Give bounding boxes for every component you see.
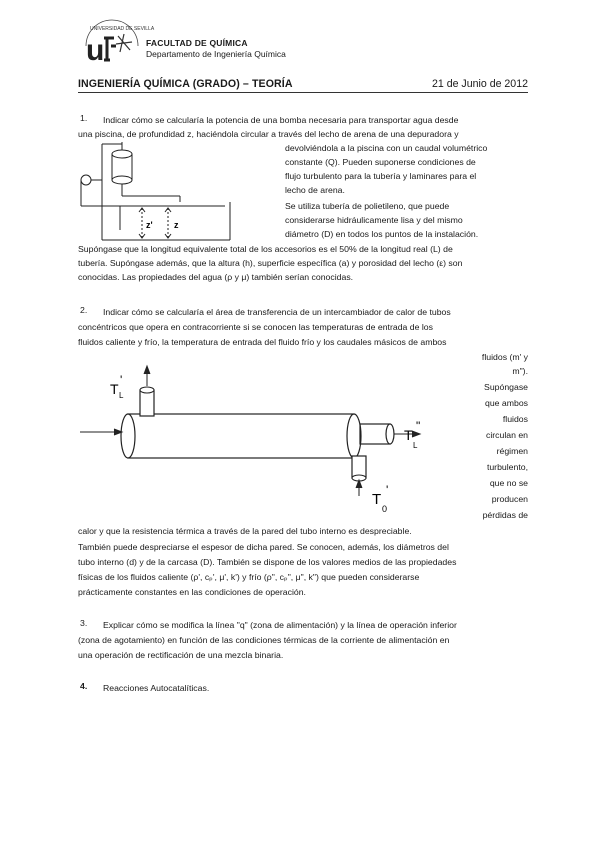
label-TL-prime: T (110, 381, 119, 397)
dimension-z-prime: z' (146, 220, 153, 230)
q1-tail3: conocidas. Las propiedades del agua (ρ y μ) también serían conocidas. (78, 272, 354, 282)
q2-side10: producen (491, 494, 528, 504)
q1-side3: flujo turbulento para la tubería y laminares para el (285, 171, 477, 181)
q2-side8: turbulento, (486, 462, 528, 472)
header-divider (78, 92, 528, 93)
q3-line1: Explicar cómo se modifica la línea "q" (zona de alimentación) y la línea de operación inferior (103, 620, 457, 630)
q2-side3: Supóngase (484, 382, 528, 392)
faculty-block (146, 38, 286, 60)
svg-text:L: L (413, 441, 418, 450)
q1-side1: devolviéndola a la piscina con un caudal volumétrico (285, 143, 488, 153)
q3-line3: una operación de rectificación de una mezcla binaria. (78, 650, 284, 660)
q1-line1: Indicar cómo se calcularía la potencia de una bomba necesaria para transportar agua desde (103, 115, 459, 125)
q3-line2: (zona de agotamiento) en función de las condiciones térmicas de la corriente de alimentación en (78, 635, 450, 645)
svg-text:': ' (386, 483, 389, 497)
label-TL-dprime: T (404, 427, 413, 443)
heat-exchanger-diagram (80, 360, 440, 525)
q2-line1: Indicar cómo se calcularía el área de transferencia de un intercambiador de calor de tubos (103, 307, 451, 317)
q1-tail2: tubería. Supóngase además, que la altura (h), superficie específica (a) y porosidad del lecho (ε) son (78, 258, 463, 268)
faculty-name: FACULTAD DE QUÍMICA (146, 38, 248, 48)
q1-side6: considerarse hidráulicamente lisa y del mismo (285, 215, 463, 225)
q2-side9: que no se (489, 478, 528, 488)
q1-line2: una piscina, de profundidad z, haciéndola circular a través del lecho de arena de una depuradora y (78, 129, 459, 139)
q2-side2: m"). (512, 366, 528, 376)
q1-side5: Se utiliza tubería de polietileno, que puede (285, 201, 450, 211)
q2-tail2: También puede despreciarse el espesor de dicha pared. Se conocen, además, los diámetros del (78, 542, 449, 552)
q2-tail3: tubo interno (d) y de la carcasa (D). También se dispone de los valores medios de las propiedades (78, 557, 457, 567)
q4-number: 4. (80, 681, 88, 691)
university-logo (80, 16, 155, 67)
q2-tail5: prácticamente constantes en las condiciones de operación. (78, 587, 306, 597)
q2-side1: fluidos (m' y (481, 352, 528, 362)
q1-tail1: Supóngase que la longitud equivalente total de los accesorios es el 50% de la longitud real (L) de (78, 244, 453, 254)
svg-text:u: u (86, 34, 105, 67)
svg-text:L: L (119, 391, 124, 400)
svg-text:": " (416, 419, 421, 433)
q2-tail4: físicas de los fluidos caliente (ρ', cₚ', μ', k') y frío (ρ", cₚ", μ", k") que pueden considerarse (78, 572, 420, 582)
q1-side4: lecho de arena. (285, 185, 345, 195)
q2-tail1: calor y que la resistencia térmica a través de la pared del tubo interno es despreciable. (78, 526, 412, 536)
q2-side6: circulan en (485, 430, 528, 440)
q1-side7: diámetro (D) en todos los puntos de la instalación. (285, 229, 479, 239)
q2-side5: fluidos (502, 414, 528, 424)
q2-side4: que ambos (485, 398, 528, 408)
course-title: INGENIERÍA QUÍMICA (GRADO) – TEORÍA (78, 78, 293, 90)
dimension-z: z (174, 220, 179, 230)
label-T0-prime: T (372, 491, 382, 508)
q2-side11: pérdidas de (482, 510, 528, 520)
q2-number: 2. (80, 305, 88, 315)
q3-number: 3. (80, 618, 88, 628)
pool-circuit-diagram (80, 142, 280, 247)
svg-text:': ' (120, 373, 123, 387)
q2-line3: fluidos caliente y frío, la temperatura de entrada del fluido frío y los caudales másicos de ambos (78, 337, 447, 347)
q2-side7: régimen (496, 446, 528, 456)
exam-date: 21 de Junio de 2012 (431, 78, 528, 90)
q1-number: 1. (80, 113, 88, 123)
department-name: Departamento de Ingeniería Química (146, 49, 286, 59)
q2-line2: concéntricos que opera en contracorriente si se conocen las temperaturas de entrada de los (78, 322, 433, 332)
svg-text:0: 0 (382, 504, 388, 514)
q4-line1: Reacciones Autocatalíticas. (103, 683, 210, 693)
q1-side2: constante (Q). Pueden suponerse condiciones de (285, 157, 476, 167)
university-seal-text: UNIVERSIDAD DE SEVILLA (90, 26, 155, 32)
